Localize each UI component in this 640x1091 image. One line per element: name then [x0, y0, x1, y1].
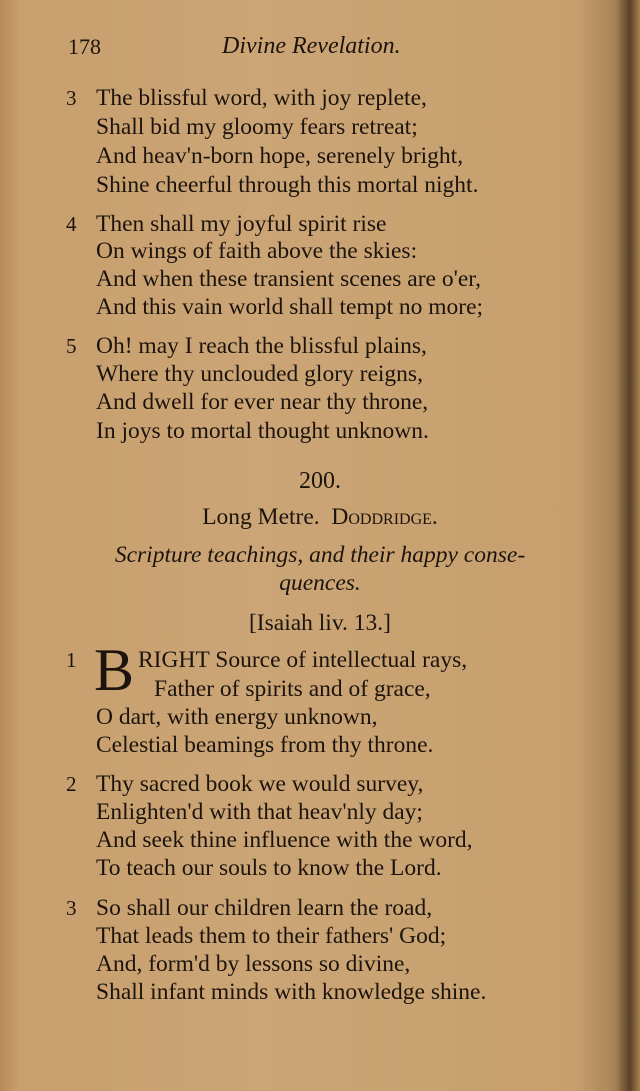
verse-line: To teach our souls to know the Lord.: [96, 855, 442, 881]
verse-line: And dwell for ever near thy throne,: [96, 389, 429, 415]
verse-line: The blissful word, with joy replete,: [96, 85, 427, 111]
verse-line: Shall infant minds with knowledge shine.: [96, 979, 487, 1005]
verse-line: Celestial beamings from thy throne.: [96, 732, 434, 758]
hymn-metre: Long Metre.: [202, 504, 320, 530]
verse-line: Enlighten'd with that heav'nly day;: [96, 799, 423, 825]
verse-line: Oh! may I reach the blissful plains,: [96, 333, 427, 359]
page-number: 178: [68, 34, 101, 59]
scripture-reference: [Isaiah liv. 13.]: [248, 610, 392, 636]
verse-line: That leads them to their fathers' God;: [96, 923, 447, 949]
verse-line: O dart, with energy unknown,: [96, 704, 378, 730]
verse-line: Where thy unclouded glory reigns,: [96, 361, 423, 387]
stanza-number: 3: [66, 86, 77, 110]
verse-line: And, form'd by lessons so divine,: [96, 951, 411, 977]
verse-line: Father of spirits and of grace,: [154, 676, 431, 702]
verse-line: Thy sacred book we would survey,: [96, 771, 424, 797]
stanza-number: 1: [66, 648, 77, 672]
running-title: Divine Revelation.: [222, 33, 401, 59]
hymn-author: Doddridge.: [331, 504, 438, 530]
verse-line: Then shall my joyful spirit rise: [96, 211, 387, 237]
stanza-number: 5: [66, 334, 77, 358]
hymn-subject: Scripture teachings, and their happy conse-: [114, 542, 526, 568]
verse-line: In joys to mortal thought unknown.: [96, 418, 429, 444]
verse-line: Shine cheerful through this mortal night.: [96, 172, 479, 198]
hymn-subject-cont: quences.: [279, 570, 361, 596]
verse-line: RIGHT Source of intellectual rays,: [138, 647, 468, 673]
hymn-number: 200.: [299, 468, 341, 494]
verse-line: And when these transient scenes are o'er,: [96, 266, 482, 292]
verse-line: Shall bid my gloomy fears retreat;: [96, 114, 418, 140]
stanza-number: 3: [66, 896, 77, 920]
drop-cap: B: [94, 637, 135, 703]
hymn-meta: [0, 503, 640, 531]
verse-line: So shall our children learn the road,: [96, 895, 433, 921]
verse-line: And this vain world shall tempt no more;: [96, 294, 484, 320]
stanza-number: 4: [66, 212, 77, 236]
verse-line: And heav'n-born hope, serenely bright,: [96, 143, 464, 169]
verse-line: And seek thine influence with the word,: [96, 827, 473, 853]
stanza-number: 2: [66, 772, 77, 796]
verse-line: On wings of faith above the skies:: [96, 238, 418, 264]
